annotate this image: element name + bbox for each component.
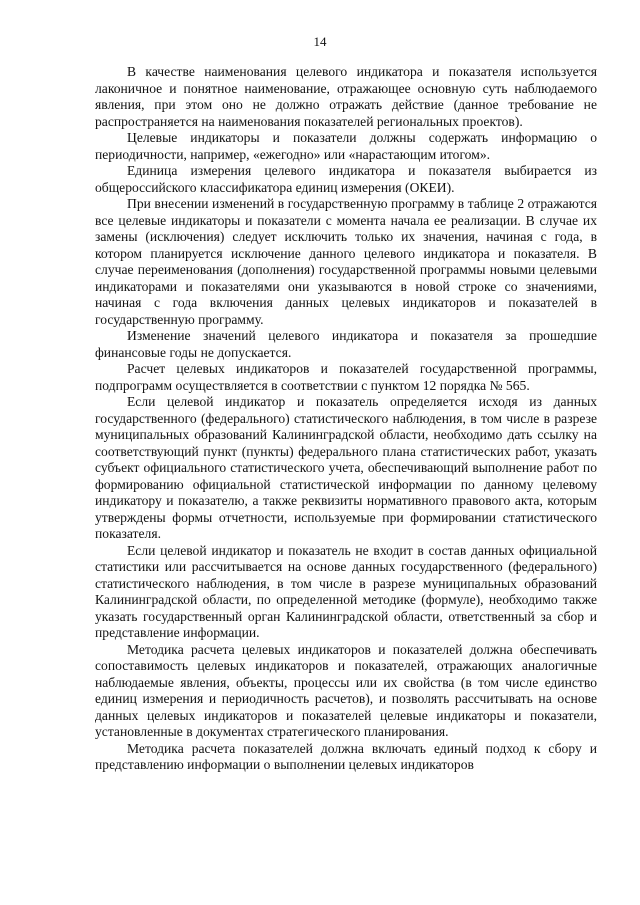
paragraph-indicator-name: В качестве наименования целевого индикатора и показателя используется лаконичное и понятное наименование, отражающее основную суть наблюдаемого явления, при этом оно не должно отражать действие (данное требование не распространяется на наименования показателей региональных проектов). <box>95 64 597 129</box>
paragraph-non-official-statistics: Если целевой индикатор и показатель не входит в состав данных официальной статистики или рассчитывается на основе данных государственного (федерального) статистического наблюдения, в том числе в разрезе муниципальных образований Калининградской области, по определенной методике (формуле), необходимо также указать государственный орган Калининградской области, ответственный за сбор и представление информации. <box>95 542 597 640</box>
paragraph-periodicity: Целевые индикаторы и показатели должны содержать информацию о периодичности, например, «ежегодно» или «нарастающим итогом». <box>95 130 597 162</box>
page-number: 14 <box>313 34 327 49</box>
paragraph-statistical-data: Если целевой индикатор и показатель определяется исходя из данных государственного (федерального) статистического наблюдения, в том числе в разрезе муниципальных образований Калининградской области, необходимо дать ссылку на соответствующий пункт (пункты) федерального плана статистических работ, указать субъект официального статистического учета, обеспечивающий выполнение работ по формированию официальной статистической информации по данному целевому индикатору и показателю, а также реквизиты нормативного правового акта, которым утверждены формы отчетности, используемые при формировании статистического показателя. <box>95 394 597 541</box>
paragraph-past-values: Изменение значений целевого индикатора и показателя за прошедшие финансовые годы не допускается. <box>95 328 597 360</box>
paragraph-methodology-approach: Методика расчета показателей должна включать единый подход к сбору и представлению информации о выполнении целевых индикаторов <box>95 740 597 772</box>
paragraph-calculation-order: Расчет целевых индикаторов и показателей государственной программы, подпрограмм осуществляется в соответствии с пунктом 12 порядка № 565. <box>95 361 597 393</box>
document-body <box>95 64 597 774</box>
paragraph-program-changes: При внесении изменений в государственную программу в таблице 2 отражаются все целевые индикаторы и показатели с момента начала ее реализации. В случае их замены (исключения) следует исключить только их значения, начиная с года, в котором планируется исключение данного целевого индикатора и показателя. В случае переименования (дополнения) государственной программы новыми целевыми индикаторами и показателями они указываются в новой строке со значениями, начиная с года включения данных целевых индикаторов и показателей в государственную программу. <box>95 196 597 327</box>
paragraph-methodology-comparability: Методика расчета целевых индикаторов и показателей должна обеспечивать сопоставимость целевых индикаторов и показателей, отражающих аналогичные наблюдаемые явления, объекты, процессы или их свойства (в том числе единство единиц измерения и периодичность расчетов), и позволять рассчитывать на основе данных целевых индикаторов и показателей целевые индикаторы и показатели, установленные в документах стратегического планирования. <box>95 641 597 739</box>
paragraph-unit-of-measure: Единица измерения целевого индикатора и показателя выбирается из общероссийского классификатора единиц измерения (ОКЕИ). <box>95 163 597 195</box>
